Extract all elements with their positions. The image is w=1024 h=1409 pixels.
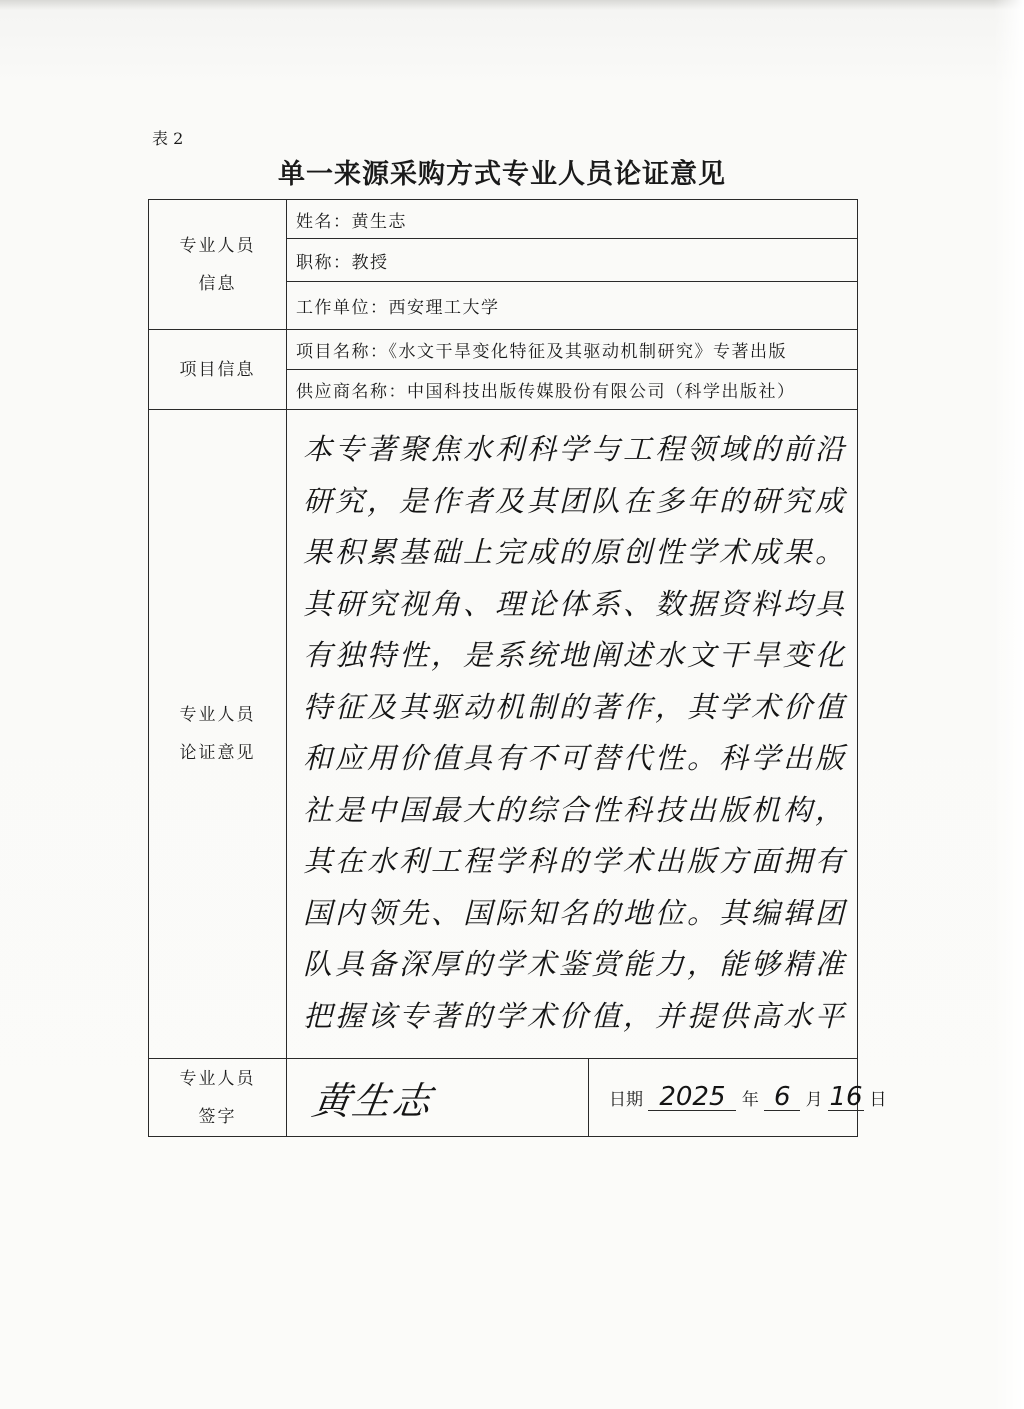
project-name: 项目名称：《水文干旱变化特征及其驱动机制研究》专著出版 xyxy=(287,330,858,370)
handwritten-signature: 黄生志 xyxy=(309,1079,436,1123)
expert-affiliation: 工作单位：西安理工大学 xyxy=(287,282,858,330)
form-table xyxy=(148,199,887,1137)
opinion-label xyxy=(149,410,287,1059)
opinion-label-text: 专业人员论证意见 xyxy=(179,705,256,763)
opinion-cell xyxy=(287,410,858,1059)
document-title: 单一来源采购方式专业人员论证意见 xyxy=(278,159,726,190)
handwritten-opinion: 本专著聚焦水利科学与工程领域的前沿研究，是作者及其团队在多年的研究成果积累基础上完成的原创性学术成果。其研究视角、理论体系、数据资料均具有独特性，是系统地阐述水文干旱变化特征及其驱动机制的著作，其学术价值和应用价值具有不可替代性。科学出版社是中国最大的综合性科技出版机构，其在水利工程学科的学术出版方面拥有国内领先、国际知名的地位。其编辑团队具备深厚的学术鉴赏能力，能够精准把握该专著的学术价值，并提供高水平 xyxy=(303,432,848,1033)
scan-edge xyxy=(994,0,1024,1409)
date-month-unit: 月 xyxy=(805,1090,823,1110)
row-signature xyxy=(149,1059,858,1137)
date-day: 16 xyxy=(829,1082,863,1112)
table-number: 表 2 xyxy=(152,129,184,148)
signature-cell xyxy=(287,1059,589,1137)
expert-info-label xyxy=(149,200,287,330)
row-expert-name xyxy=(149,200,858,239)
date-year-unit: 年 xyxy=(741,1090,759,1110)
project-info-label: 项目信息 xyxy=(149,330,287,410)
date-day-unit: 日 xyxy=(869,1090,887,1110)
supplier-name: 供应商名称：中国科技出版传媒股份有限公司（科学出版社） xyxy=(287,370,858,410)
date xyxy=(589,1082,887,1112)
date-cell xyxy=(589,1059,887,1137)
date-year: 2025 xyxy=(648,1084,736,1111)
expert-name: 姓名：黄生志 xyxy=(287,200,858,239)
date-label: 日期 xyxy=(609,1090,643,1110)
signature-label xyxy=(149,1059,287,1137)
row-opinion xyxy=(149,410,858,1059)
row-project-name xyxy=(149,330,858,370)
expert-title: 职称：教授 xyxy=(287,239,858,282)
date-month: 6 xyxy=(764,1084,800,1111)
expert-info-label-text: 专业人员信息 xyxy=(179,235,256,294)
scan-shadow xyxy=(0,0,1024,10)
signature-label-text: 专业人员签字 xyxy=(179,1068,256,1127)
